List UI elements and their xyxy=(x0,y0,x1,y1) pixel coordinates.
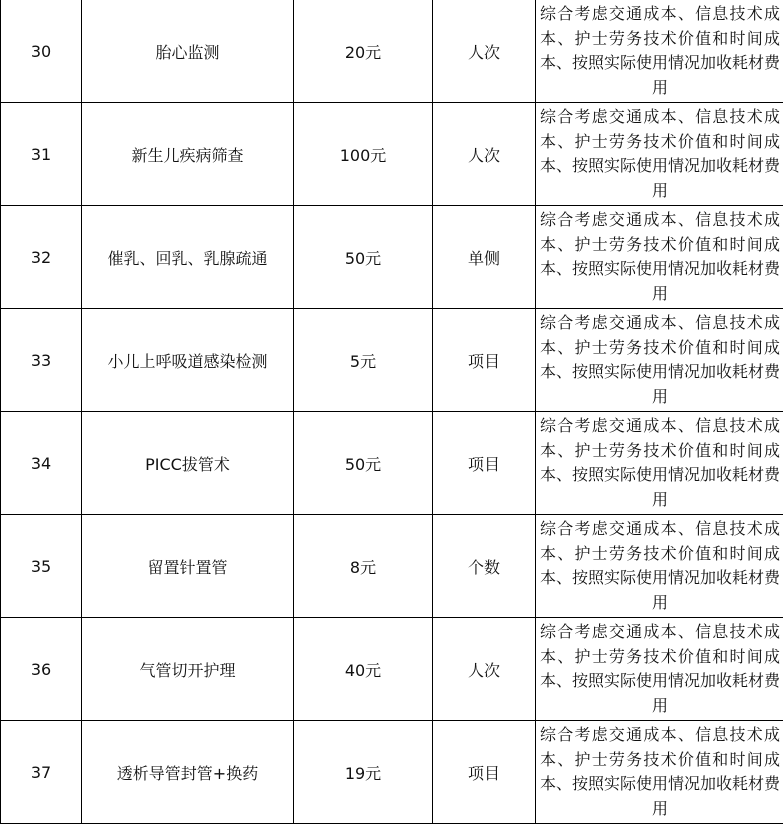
pricing-note-text: 综合考虑交通成本、信息技术成本、护士劳务技术价值和时间成本、按照实际使用情况加收耗材费用 xyxy=(540,517,780,615)
billing-unit: 人次 xyxy=(433,103,536,206)
service-name: 胎心监测 xyxy=(82,0,294,103)
service-name: 催乳、回乳、乳腺疏通 xyxy=(82,206,294,309)
table-row xyxy=(1,721,783,824)
service-price: 5元 xyxy=(294,309,433,412)
pricing-note xyxy=(536,0,783,103)
pricing-note xyxy=(536,206,783,309)
row-number: 36 xyxy=(1,618,82,721)
pricing-note xyxy=(536,309,783,412)
pricing-note-text: 综合考虑交通成本、信息技术成本、护士劳务技术价值和时间成本、按照实际使用情况加收耗材费用 xyxy=(540,311,780,409)
table-row xyxy=(1,206,783,309)
pricing-note xyxy=(536,721,783,824)
billing-unit: 人次 xyxy=(433,618,536,721)
pricing-note xyxy=(536,618,783,721)
row-number: 34 xyxy=(1,412,82,515)
table-row xyxy=(1,103,783,206)
pricing-note-text: 综合考虑交通成本、信息技术成本、护士劳务技术价值和时间成本、按照实际使用情况加收耗材费用 xyxy=(540,105,780,203)
billing-unit: 人次 xyxy=(433,0,536,103)
table-row xyxy=(1,309,783,412)
row-number: 31 xyxy=(1,103,82,206)
row-number: 35 xyxy=(1,515,82,618)
service-price: 40元 xyxy=(294,618,433,721)
row-number: 37 xyxy=(1,721,82,824)
pricing-note-text: 综合考虑交通成本、信息技术成本、护士劳务技术价值和时间成本、按照实际使用情况加收耗材费用 xyxy=(540,2,780,100)
table-row xyxy=(1,0,783,103)
service-price: 50元 xyxy=(294,412,433,515)
service-price: 8元 xyxy=(294,515,433,618)
service-price: 100元 xyxy=(294,103,433,206)
pricing-note-text: 综合考虑交通成本、信息技术成本、护士劳务技术价值和时间成本、按照实际使用情况加收耗材费用 xyxy=(540,208,780,306)
pricing-note-text: 综合考虑交通成本、信息技术成本、护士劳务技术价值和时间成本、按照实际使用情况加收耗材费用 xyxy=(540,723,780,821)
row-number: 30 xyxy=(1,0,82,103)
pricing-note xyxy=(536,412,783,515)
billing-unit: 项目 xyxy=(433,309,536,412)
billing-unit: 项目 xyxy=(433,721,536,824)
service-price: 50元 xyxy=(294,206,433,309)
pricing-note xyxy=(536,515,783,618)
service-name: PICC拔管术 xyxy=(82,412,294,515)
service-name: 新生儿疾病筛查 xyxy=(82,103,294,206)
table-row xyxy=(1,412,783,515)
billing-unit: 单侧 xyxy=(433,206,536,309)
pricing-note-text: 综合考虑交通成本、信息技术成本、护士劳务技术价值和时间成本、按照实际使用情况加收耗材费用 xyxy=(540,414,780,512)
table-row xyxy=(1,618,783,721)
service-name: 留置针置管 xyxy=(82,515,294,618)
billing-unit: 项目 xyxy=(433,412,536,515)
service-name: 气管切开护理 xyxy=(82,618,294,721)
service-name: 透析导管封管+换药 xyxy=(82,721,294,824)
pricing-note-text: 综合考虑交通成本、信息技术成本、护士劳务技术价值和时间成本、按照实际使用情况加收耗材费用 xyxy=(540,620,780,718)
table-row xyxy=(1,515,783,618)
service-name: 小儿上呼吸道感染检测 xyxy=(82,309,294,412)
row-number: 32 xyxy=(1,206,82,309)
service-price: 20元 xyxy=(294,0,433,103)
pricing-note xyxy=(536,103,783,206)
row-number: 33 xyxy=(1,309,82,412)
service-price: 19元 xyxy=(294,721,433,824)
billing-unit: 个数 xyxy=(433,515,536,618)
